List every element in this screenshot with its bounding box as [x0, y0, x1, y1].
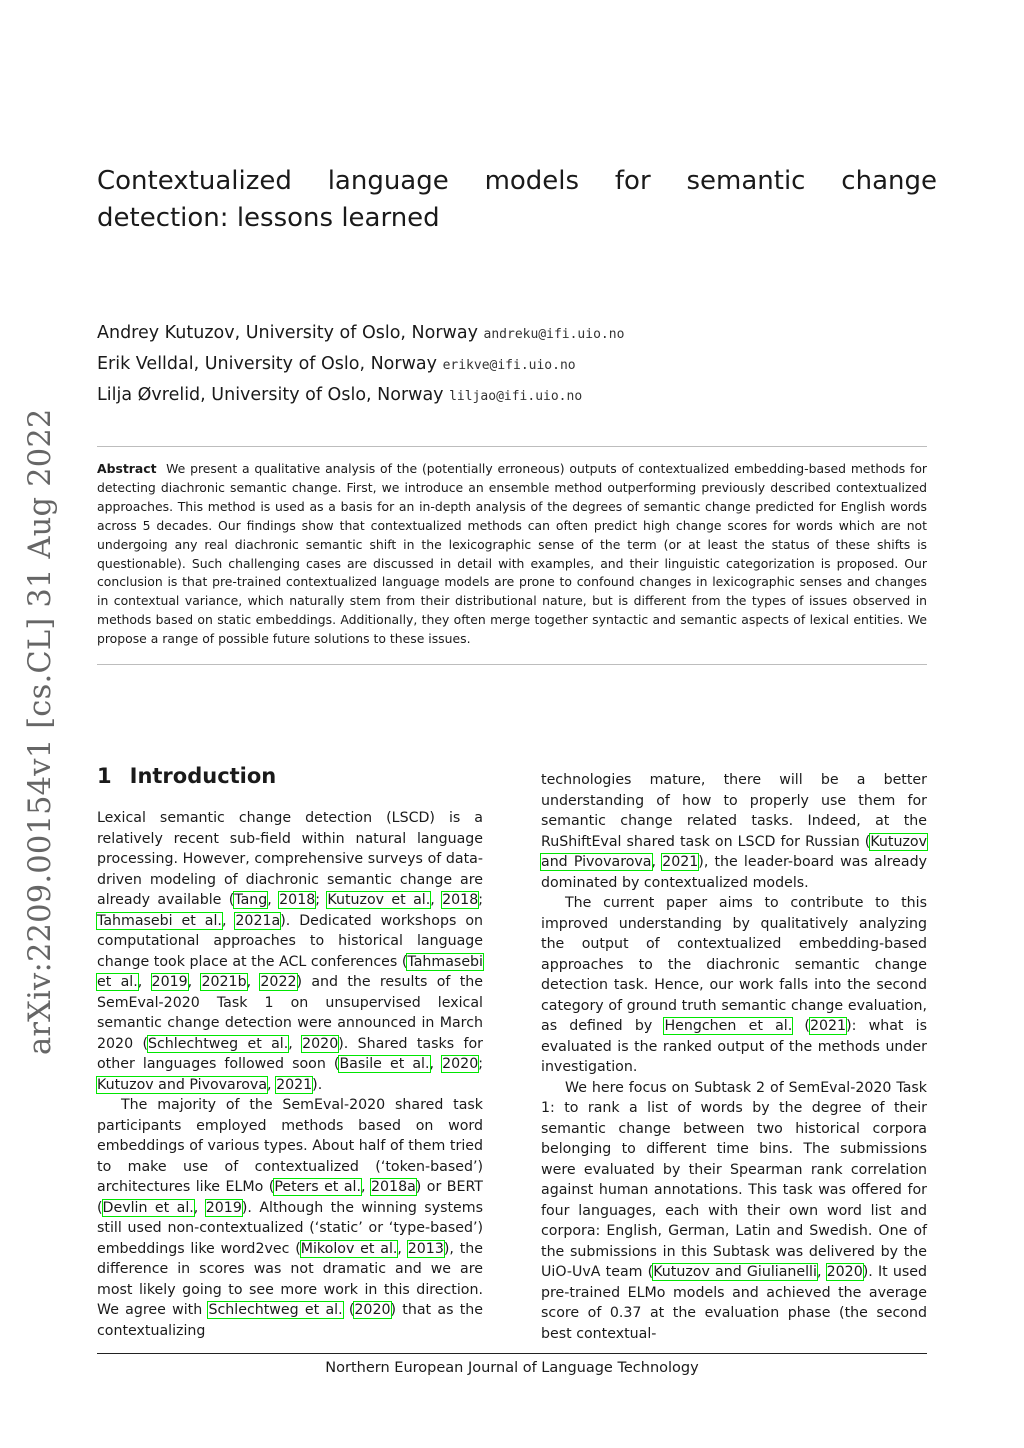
- author-email[interactable]: andreku@ifi.uio.no: [483, 327, 625, 342]
- author-line: [97, 318, 624, 349]
- author-email[interactable]: erikve@ifi.uio.no: [442, 358, 576, 373]
- citation-link[interactable]: Schlechtweg et al.: [147, 1035, 289, 1052]
- footer-rule: [97, 1353, 927, 1354]
- section-heading: [97, 764, 276, 788]
- citation-link[interactable]: 2019: [151, 974, 188, 990]
- paper-title: Contextualized language models for semantic change detection: lessons learned: [97, 166, 937, 233]
- body-text: ,: [361, 1179, 371, 1195]
- citation-link[interactable]: 2021b: [201, 974, 247, 990]
- citation-link[interactable]: 2018: [442, 892, 479, 908]
- citation-link[interactable]: 2018a: [370, 1179, 416, 1195]
- citation-link[interactable]: 2022: [260, 974, 297, 990]
- citation-link[interactable]: Kutuzov and Pivovarova: [541, 833, 927, 870]
- left-column: [97, 808, 483, 1341]
- citation-link[interactable]: 2021: [276, 1076, 313, 1093]
- abstract: [97, 460, 927, 649]
- abstract-bottom-rule: [97, 664, 927, 665]
- body-text: ,: [137, 974, 152, 990]
- body-text: ).: [312, 1076, 323, 1093]
- body-text: ), the difference in scores was not dramatic and we are most likely going to see more work in this direction. We agree with: [97, 1240, 483, 1318]
- body-text: ,: [187, 974, 202, 990]
- citation-link[interactable]: 2021: [662, 854, 699, 870]
- body-text: ), the leader-board was already dominated by contextualized models.: [541, 854, 927, 891]
- body-text: ,: [267, 1076, 277, 1093]
- citation-link[interactable]: Basile et al.: [339, 1056, 430, 1072]
- body-text: ). It used pre-trained ELMo models and achieved the average score of 0.37 at the evaluation phase (the second best contextual-: [541, 1264, 927, 1342]
- body-text: ;: [478, 1056, 483, 1072]
- citation-link[interactable]: 2019: [205, 1199, 242, 1216]
- citation-link[interactable]: Kutuzov et al.: [327, 892, 431, 908]
- body-text: ). Dedicated workshops on computational approaches to historical language change took place at the ACL conferences (: [97, 912, 483, 970]
- citation-link[interactable]: Mikolov et al.: [300, 1240, 398, 1257]
- citation-link[interactable]: 2021: [809, 1018, 847, 1034]
- abstract-label: Abstract: [97, 461, 157, 476]
- body-paragraph: [97, 1095, 483, 1341]
- section-title: Introduction: [129, 764, 277, 788]
- citation-link[interactable]: 2013: [407, 1240, 444, 1257]
- body-text: ,: [221, 912, 236, 929]
- body-text: ) that as the contextualizing: [97, 1302, 484, 1339]
- body-text: ,: [246, 974, 261, 990]
- citation-link[interactable]: Peters et al.: [274, 1179, 361, 1195]
- section-number: 1: [97, 764, 112, 788]
- citation-link[interactable]: Tahmasebi et al.: [97, 912, 222, 929]
- arxiv-stamp: arXiv:2209.00154v1 [cs.CL] 31 Aug 2022: [23, 408, 58, 1055]
- citation-link[interactable]: Devlin et al.: [102, 1199, 194, 1216]
- body-text: We here focus on Subtask 2 of SemEval-2020 Task 1: to rank a list of words by the degree of their semantic change between two historical corpora belonging to different time bins. The submissions were evaluated by their Spearman rank correlation against human annotations. This task was offered for four languages, each with their own word list and corpora: English, German, Latin and Swedish. One of the submissions in this Subtask was delivered by the UiO-UvA team (: [541, 1079, 927, 1280]
- body-text: ,: [193, 1199, 206, 1216]
- author-name: Lilja Øvrelid, University of Oslo, Norway: [97, 385, 444, 405]
- body-text: ,: [651, 854, 663, 870]
- body-paragraph: [541, 893, 927, 1078]
- author-name: Andrey Kutuzov, University of Oslo, Norway: [97, 323, 478, 343]
- citation-link[interactable]: Kutuzov and Pivovarova: [97, 1076, 268, 1093]
- author-list: [97, 318, 624, 411]
- body-text: (: [792, 1018, 810, 1034]
- author-name: Erik Velldal, University of Oslo, Norway: [97, 354, 437, 374]
- body-text: The current paper aims to contribute to this improved understanding by qualitatively analyzing the output of contextualized embedding-based approaches to the diachronic semantic change detection task. Hence, our work falls into the second category of ground truth semantic change evaluation, as defined by: [541, 895, 927, 1034]
- citation-link[interactable]: Tang: [234, 892, 268, 908]
- citation-link[interactable]: Tahmasebi et al.: [97, 953, 483, 990]
- body-text: technologies mature, there will be a better understanding of how to properly use them for semantic change related tasks. Indeed, at the RuShiftEval shared task on LSCD for Russian (: [541, 772, 927, 850]
- body-text: ;: [315, 892, 328, 908]
- body-text: ) and the results of the SemEval-2020 Task 1 on unsupervised lexical semantic change detection were announced in March 2020 (: [97, 974, 483, 1052]
- right-column: [541, 770, 927, 1344]
- citation-link[interactable]: 2021a: [235, 912, 281, 929]
- body-text: ): what is evaluated is the ranked output of the methods under investigation.: [541, 1018, 927, 1075]
- body-text: (: [342, 1302, 355, 1318]
- citation-link[interactable]: Schlechtweg et al.: [208, 1302, 343, 1318]
- citation-link[interactable]: 2020: [302, 1035, 339, 1052]
- body-text: ,: [267, 892, 280, 908]
- author-email[interactable]: liljao@ifi.uio.no: [449, 389, 583, 404]
- body-text: ). Although the winning systems still used non-contextualized (‘static’ or ‘type-based’) embeddings like word2vec (: [97, 1199, 483, 1257]
- body-text: Lexical semantic change detection (LSCD) is a relatively recent sub-field within natural language processing. However, comprehensive surveys of data-driven modeling of diachronic semantic change are already available (: [97, 810, 483, 908]
- journal-footer: Northern European Journal of Language Technology: [325, 1360, 699, 1376]
- citation-link[interactable]: Kutuzov and Giulianelli: [653, 1264, 817, 1280]
- body-text: ,: [816, 1264, 827, 1280]
- body-text: ). Shared tasks for other languages followed soon (: [97, 1035, 483, 1072]
- body-text: The majority of the SemEval-2020 shared task participants employed methods based on word embeddings of various types. About half of them tried to make use of contextualized (‘token-based’) architectures like ELMo (: [97, 1097, 483, 1195]
- citation-link[interactable]: 2020: [354, 1302, 391, 1318]
- body-text: ;: [478, 892, 483, 908]
- citation-link[interactable]: Hengchen et al.: [664, 1018, 793, 1034]
- body-text: ,: [397, 1240, 408, 1257]
- citation-link[interactable]: 2020: [442, 1056, 479, 1072]
- body-text: ,: [430, 892, 443, 908]
- body-text: ,: [429, 1056, 443, 1072]
- citation-link[interactable]: 2018: [279, 892, 316, 908]
- body-text: ) or BERT (: [97, 1179, 483, 1216]
- author-line: [97, 349, 624, 380]
- body-paragraph: [541, 770, 927, 893]
- body-paragraph: [97, 808, 483, 1095]
- author-line: [97, 380, 624, 411]
- body-text: ,: [288, 1035, 303, 1052]
- abstract-top-rule: [97, 446, 927, 447]
- abstract-text: We present a qualitative analysis of the (potentially erroneous) outputs of contextualized embedding-based methods for detecting diachronic semantic change. First, we introduce an ensemble method outperforming previously described contextualized approaches. This method is used as a basis for an in-depth analysis of the degrees of semantic change predicted for English words across 5 decades. Our findings show that contextualized methods can often predict high change scores for words which are not undergoing any real diachronic semantic shift in the lexicographic sense of the term (or at least the status of these shifts is questionable). Such challenging cases are discussed in detail with examples, and their linguistic categorization is proposed. Our conclusion is that pre-trained contextualized language models are prone to confound changes in lexicographic senses and changes in contextual variance, which naturally stem from their distributional nature, but is different from the types of issues observed in methods based on static embeddings. Additionally, they often merge together syntactic and semantic aspects of lexical entities. We propose a range of possible future solutions to these issues.: [97, 461, 927, 647]
- citation-link[interactable]: 2020: [826, 1264, 863, 1280]
- body-paragraph: [541, 1078, 927, 1345]
